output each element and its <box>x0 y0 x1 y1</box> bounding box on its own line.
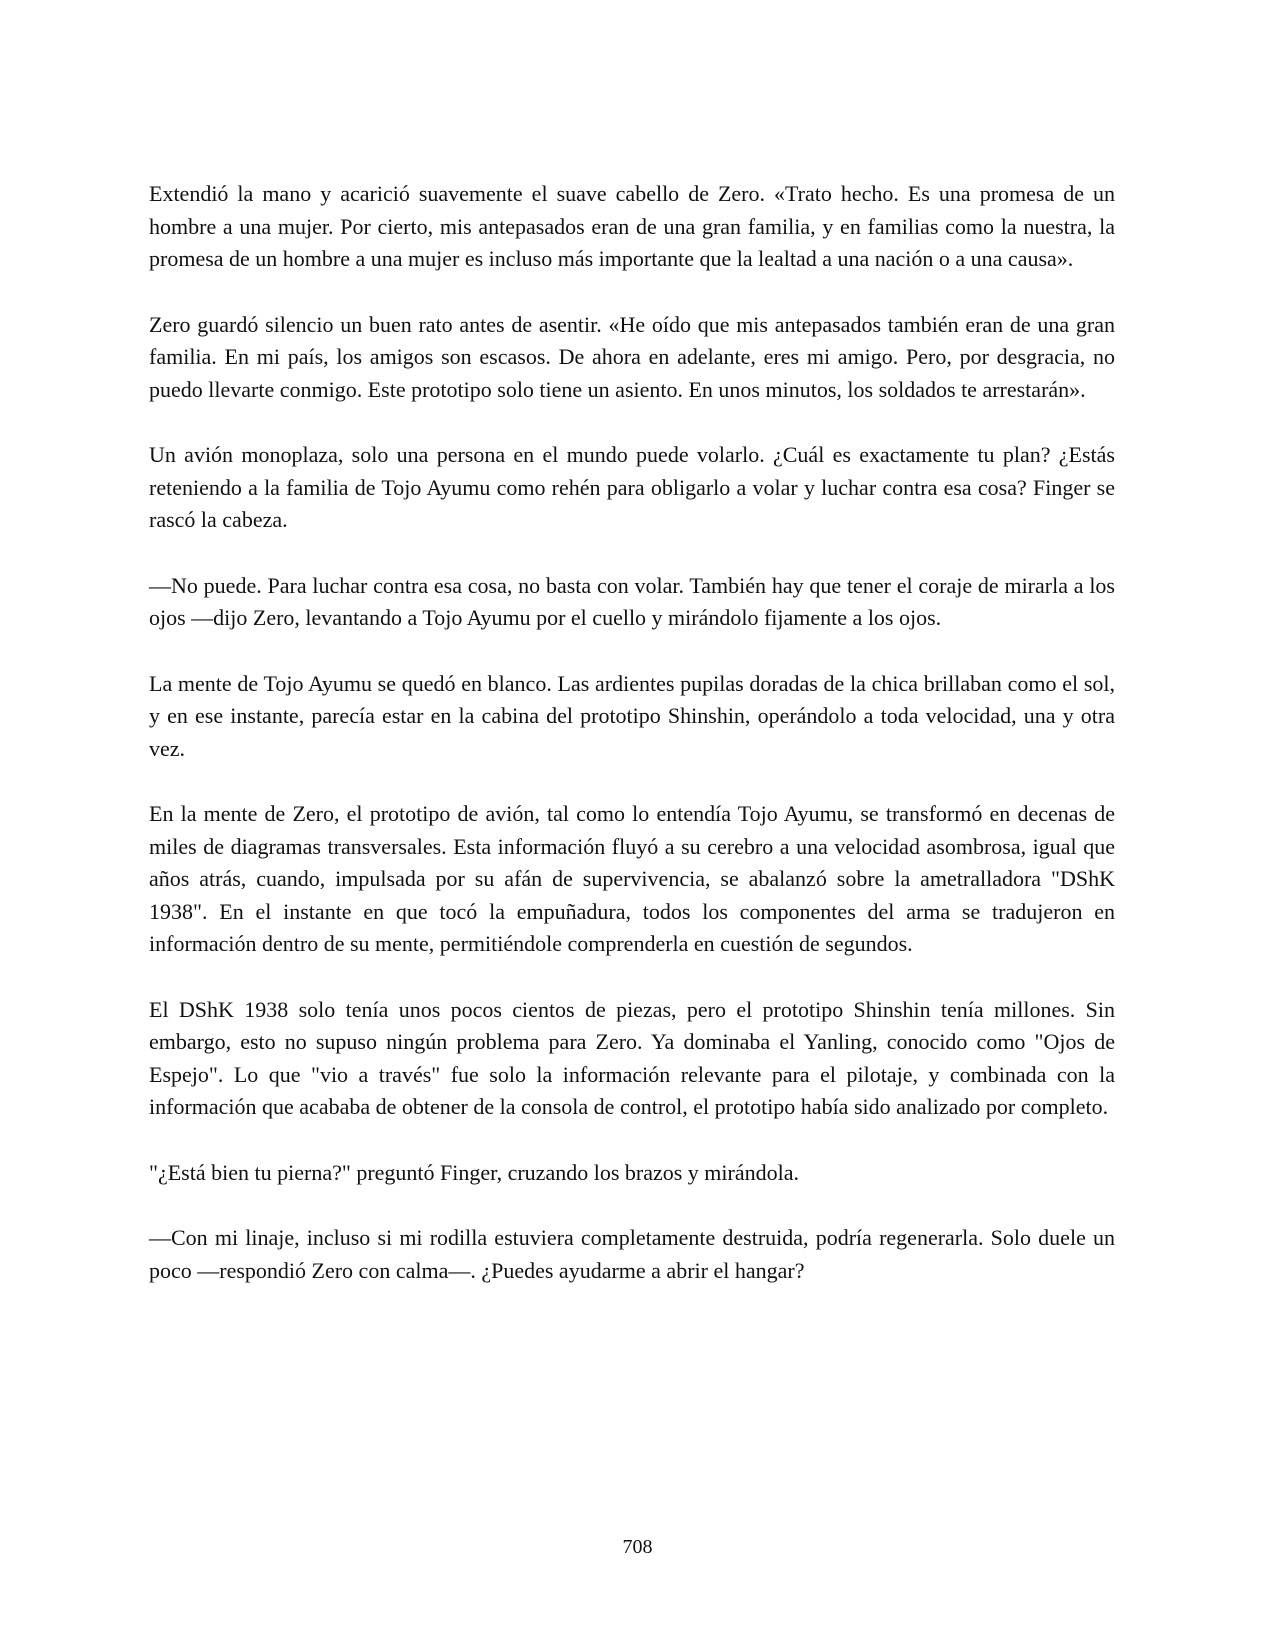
paragraph-3: Un avión monoplaza, solo una persona en el mundo puede volarlo. ¿Cuál es exactamente tu plan? ¿Estás reteniendo a la familia de Tojo Ayumu como rehén para obligarlo a volar y luchar contra esa cosa? Finger se rascó la cabeza. <box>149 442 1115 532</box>
paragraph-5: La mente de Tojo Ayumu se quedó en blanco. Las ardientes pupilas doradas de la chica brillaban como el sol, y en ese instante, parecía estar en la cabina del prototipo Shinshin, operándolo a toda velocidad, una y otra vez. <box>149 670 1115 761</box>
paragraph-4: —No puede. Para luchar contra esa cosa, no basta con volar. También hay que tener el coraje de mirarla a los ojos —dijo Zero, levantando a Tojo Ayumu por el cuello y mirándolo fijamente a los ojos. <box>149 572 1115 630</box>
body-text <box>149 178 1115 1320</box>
page-number: 708 <box>622 1536 653 1558</box>
paragraph-6: En la mente de Zero, el prototipo de avión, tal como lo entendía Tojo Ayumu, se transformó en decenas de miles de diagramas transversales. Esta información fluyó a su cerebro a una velocidad asombrosa, igual que años atrás, cuando, impulsada por su afán de supervivencia, se abalanzó sobre la ametralladora "DShK 1938". En el instante en que tocó la empuñadura, todos los componentes del arma se tradujeron en información dentro de su mente, permitiéndole comprenderla en cuestión de segundos. <box>149 801 1115 956</box>
paragraph-8: "¿Está bien tu pierna?" preguntó Finger, cruzando los brazos y mirándola. <box>149 1159 799 1185</box>
paragraph-2: Zero guardó silencio un buen rato antes de asentir. «He oído que mis antepasados también eran de una gran familia. En mi país, los amigos son escasos. De ahora en adelante, eres mi amigo. Pero, por desgracia, no puedo llevarte conmigo. Este prototipo solo tiene un asiento. En unos minutos, los soldados te arrestarán». <box>149 311 1115 402</box>
paragraph-7: El DShK 1938 solo tenía unos pocos cientos de piezas, pero el prototipo Shinshin tenía millones. Sin embargo, esto no supuso ningún problema para Zero. Ya dominaba el Yanling, conocido como "Ojos de Espejo". Lo que "vio a través" fue solo la información relevante para el pilotaje, y combinada con la información que acababa de obtener de la consola de control, el prototipo había sido analizado por completo. <box>149 996 1115 1119</box>
paragraph-1: Extendió la mano y acarició suavemente el suave cabello de Zero. «Trato hecho. Es una promesa de un hombre a una mujer. Por cierto, mis antepasados eran de una gran familia, y en familias como la nuestra, la promesa de un hombre a una mujer es incluso más importante que la lealtad a una nación o a una causa». <box>149 181 1115 271</box>
paragraph-9: —Con mi linaje, incluso si mi rodilla estuviera completamente destruida, podría regenerarla. Solo duele un poco —respondió Zero con calma—. ¿Puedes ayudarme a abrir el hangar? <box>149 1225 1115 1283</box>
